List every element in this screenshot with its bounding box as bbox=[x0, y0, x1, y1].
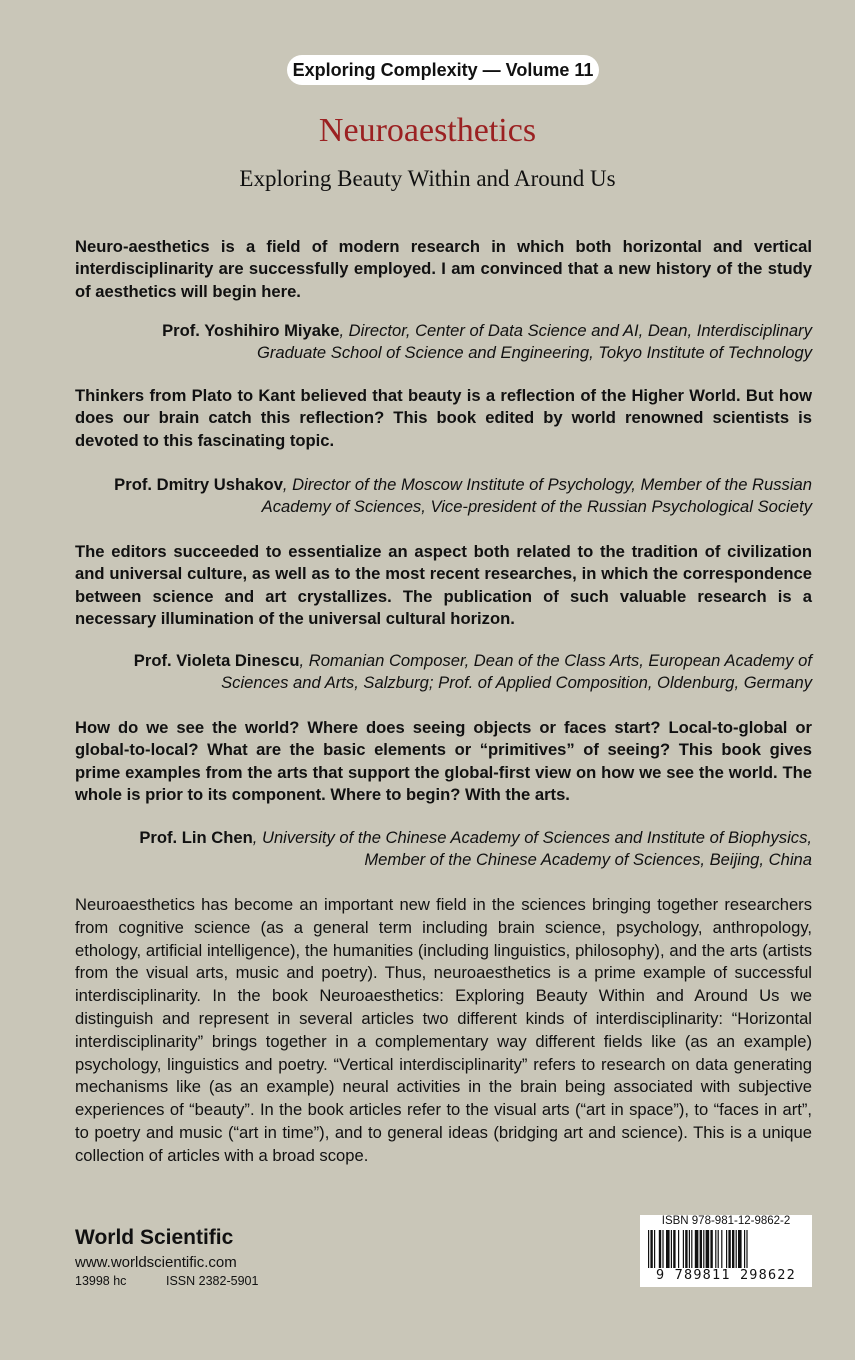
barcode-bar bbox=[691, 1230, 692, 1268]
barcode-bar bbox=[671, 1230, 672, 1268]
barcode-bar bbox=[715, 1230, 716, 1268]
barcode-bar bbox=[683, 1230, 684, 1268]
barcode-bars bbox=[646, 1230, 806, 1268]
endorsement-quote-4: How do we see the world? Where does seeing objects or faces start? Local-to-global or global-to-local? What are the basic elements or “primitives” of seeing? This book gives prime examples from the arts that support the global-first view on how we see the world. The whole is prior to its component. Where to begin? With the arts. bbox=[75, 718, 812, 804]
barcode-bar bbox=[678, 1230, 679, 1268]
endorser-affiliation-4a: , University of the Chinese Academy of Sciences and Institute of Biophysics, bbox=[252, 828, 812, 847]
endorser-affiliation-3a: , Romanian Composer, Dean of the Class Arts, European Academy of bbox=[299, 651, 812, 670]
barcode-bar bbox=[689, 1230, 690, 1268]
book-title: Neuroaesthetics bbox=[318, 112, 537, 149]
endorsement-attribution-2 bbox=[75, 474, 812, 518]
barcode-bar bbox=[648, 1230, 649, 1268]
barcode-bar bbox=[662, 1230, 663, 1268]
book-description: Neuroaesthetics has become an important new field in the sciences bringing together researchers from cognitive science (as a general term including brain science, psychology, anthropology, ethology, artificial intelligence), the humanities (including linguistics, philosophy), and the arts (artists from the visual arts, music and poetry). Thus, neuroaesthetics is a prime example of successful interdisciplinarity. In the book Neuroaesthetics: Exploring Beauty Within and Around Us we distinguish and represent in several articles two different kinds of interdisciplinarity: “Horizontal interdisciplinarity” brings together in a complementary way different fields like (as an example) psychology, linguistics and poetry. “Vertical interdisciplinarity” refers to research on data generating mechanisms like (as an example) neural activities in the brain being associated with subjective experiences of “beauty”. In the book articles refer to the visual arts (“art in space”), to “faces in art”, to poetry and music (“art in time”), and to general ideas (bridging art and science). This is a unique collection of articles with a broad scope. bbox=[75, 895, 812, 1165]
barcode-digits: 9 789811 298622 bbox=[656, 1267, 796, 1283]
endorser-affiliation-4b: Member of the Chinese Academy of Sciences, Beijing, China bbox=[364, 850, 812, 869]
barcode-bar bbox=[728, 1230, 730, 1268]
endorsement-quote-1: Neuro-aesthetics is a field of modern research in which both horizontal and vertical interdisciplinarity are successfully employed. I am convinced that a new history of the study of aesthetics will begin here. bbox=[75, 237, 812, 301]
barcode-bar bbox=[718, 1230, 719, 1268]
endorser-name-4: Prof. Lin Chen bbox=[139, 828, 253, 847]
endorser-name-1: Prof. Yoshihiro Miyake bbox=[162, 321, 340, 340]
barcode-bar bbox=[654, 1230, 655, 1268]
endorser-name-2: Prof. Dmitry Ushakov bbox=[114, 475, 283, 494]
barcode-bar bbox=[710, 1230, 712, 1268]
endorsement-attribution-4 bbox=[75, 827, 812, 871]
endorser-affiliation-2a: , Director of the Moscow Institute of Psychology, Member of the Russian bbox=[282, 475, 812, 494]
barcode-bar bbox=[732, 1230, 734, 1268]
endorsement-quote-3: The editors succeeded to essentialize an aspect both related to the tradition of civilization and universal culture, as well as to the most recent researches, in which the correspondence between science and art crystallizes. The publication of such valuable research is a necessary illumination of the universal cultural horizon. bbox=[75, 542, 812, 628]
endorsement-attribution-3 bbox=[75, 650, 812, 694]
endorsement-attribution-1 bbox=[75, 320, 812, 364]
endorser-affiliation-3b: Sciences and Arts, Salzburg; Prof. of Applied Composition, Oldenburg, Germany bbox=[221, 673, 812, 692]
isbn-barcode bbox=[640, 1215, 812, 1287]
barcode-bar bbox=[650, 1230, 652, 1268]
barcode-bar bbox=[721, 1230, 722, 1268]
endorsement-quote-2: Thinkers from Plato to Kant believed that beauty is a reflection of the Higher World. But how does our brain catch this reflection? This book edited by world renowned scientists is devoted to this fascinating topic. bbox=[75, 386, 812, 450]
barcode-bar bbox=[744, 1230, 745, 1268]
barcode-bar bbox=[703, 1230, 704, 1268]
barcode-bar bbox=[706, 1230, 710, 1268]
barcode-bar bbox=[673, 1230, 675, 1268]
endorser-affiliation-1b: Graduate School of Science and Engineering, Tokyo Institute of Technology bbox=[256, 343, 812, 362]
endorser-name-3: Prof. Violeta Dinescu bbox=[133, 651, 300, 670]
endorser-affiliation-2b: Academy of Sciences, Vice-president of the Russian Psychological Society bbox=[261, 497, 812, 516]
endorser-affiliation-1a: , Director, Center of Data Science and AI, Dean, Interdisciplinary bbox=[339, 321, 812, 340]
barcode-bar bbox=[695, 1230, 699, 1268]
barcode-bar bbox=[659, 1230, 661, 1268]
barcode-bar bbox=[736, 1230, 737, 1268]
isbn-label: ISBN 978-981-12-9862-2 bbox=[661, 1215, 791, 1227]
barcode-bar bbox=[666, 1230, 670, 1268]
barcode-bar bbox=[685, 1230, 687, 1268]
barcode-bar bbox=[700, 1230, 702, 1268]
barcode-bar bbox=[746, 1230, 747, 1268]
publisher-name: World Scientific bbox=[75, 1226, 234, 1249]
series-label: Exploring Complexity — Volume 11 bbox=[287, 55, 599, 85]
barcode-bar bbox=[726, 1230, 727, 1268]
issn-number: ISSN 2382-5901 bbox=[166, 1274, 259, 1288]
book-subtitle: Exploring Beauty Within and Around Us bbox=[239, 166, 616, 191]
publisher-website: www.worldscientific.com bbox=[75, 1254, 237, 1271]
barcode-bar bbox=[738, 1230, 742, 1268]
product-code: 13998 hc bbox=[75, 1274, 127, 1288]
